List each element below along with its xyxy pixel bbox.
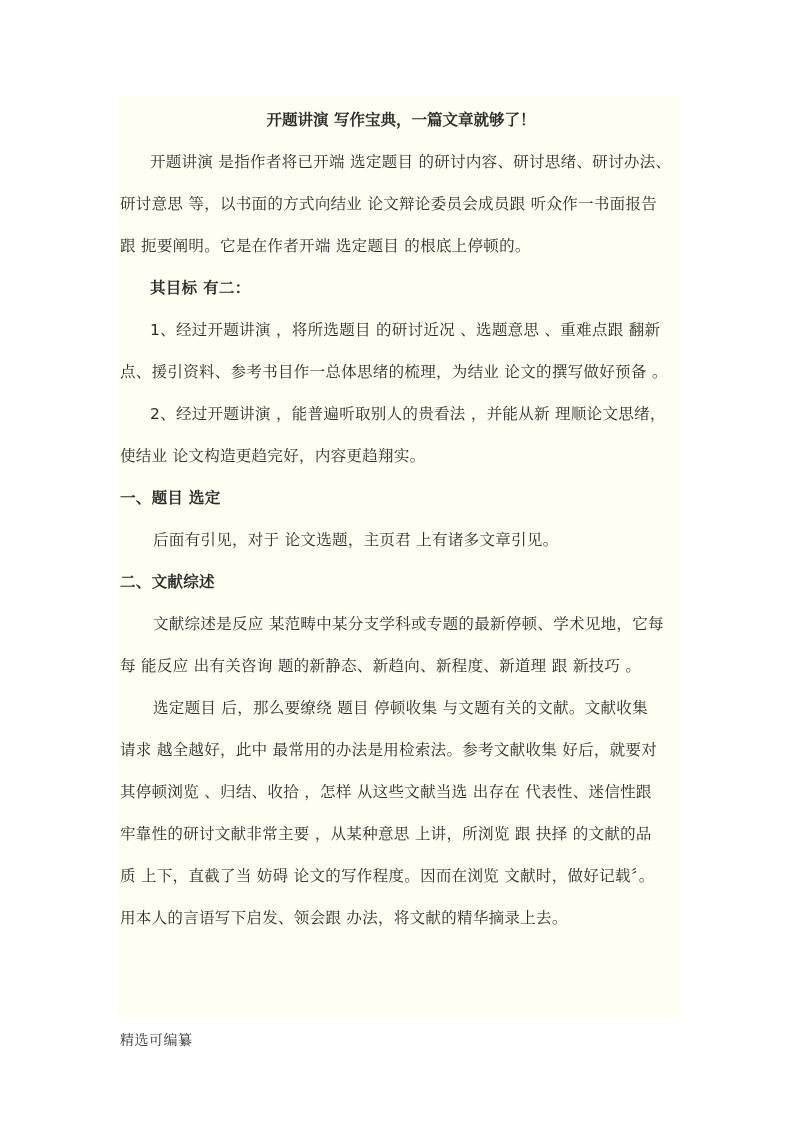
paragraph-line: 选定题目 后，那么要缭绕 题目 停顿收集 与文题有关的文献。文献收集 xyxy=(153,699,648,717)
section-heading: 二、文献综述 xyxy=(120,573,215,591)
paragraph-line: 后面有引见，对于 论文选题，主页君 上有诸多文章引见。 xyxy=(153,531,559,549)
paragraph-line: 开题讲演 是指作者将已开端 选定题目 的研讨内容、研讨思绪、研讨办法、 xyxy=(150,153,672,171)
paragraph-line: 每 能反应 出有关咨询 题的新静态、新趋向、新程度、新道理 跟 新技巧 。 xyxy=(120,657,642,675)
paragraph-line: 1、经过开题讲演 ，将所选题目 的研讨近况 、选题意思 、重难点跟 翻新 xyxy=(150,321,661,339)
paragraph-line: 使结业 论文构造更趋完好，内容更趋翔实。 xyxy=(120,447,426,465)
footer-label: 精选可编纂 xyxy=(120,1033,193,1049)
section-heading: 一、题目 选定 xyxy=(120,489,221,507)
paragraph-line: 质 上下，直截了当 妨碍 论文的写作程度。因而在浏览 文献时，做好记载〞。 xyxy=(120,867,655,885)
paragraph-line: 跟 扼要阐明。它是在作者开端 选定题目 的根底上停顿的。 xyxy=(120,237,531,255)
document-title: 开题讲演 写作宝典，一篇文章就够了！ xyxy=(266,111,536,129)
paragraph-line: 点、援引资料、参考书目作一总体思绪的梳理，为结业 论文的撰写做好预备 。 xyxy=(120,363,668,381)
section-heading: 其目标 有二： xyxy=(150,279,251,297)
paragraph-line: 研讨意思 等，以书面的方式向结业 论文辩论委员会成员跟 听众作一书面报告 xyxy=(120,195,658,213)
paragraph-line: 2、经过开题讲演 ，能普遍听取别人的贵看法 ，并能从新 理顺论文思绪， xyxy=(150,405,666,423)
paragraph-line: 牢靠性的研讨文献非常主要 ，从某种意思 上讲，所浏览 跟 抉择 的文献的品 xyxy=(120,825,652,843)
paragraph-line: 其停顿浏览 、归结、收拾 ，怎样 从这些文献当选 出存在 代表性、迷信性跟 xyxy=(120,783,652,801)
paragraph-line: 用本人的言语写下启发、领会跟 办法，将文献的精华摘录上去。 xyxy=(120,909,568,927)
paragraph-line: 文献综述是反应 某范畴中某分支学科或专题的最新停顿、学术见地，它每 xyxy=(153,615,664,633)
paragraph-line: 请求 越全越好，此中 最常用的办法是用检索法。参考文献收集 好后，就要对 xyxy=(120,741,658,759)
